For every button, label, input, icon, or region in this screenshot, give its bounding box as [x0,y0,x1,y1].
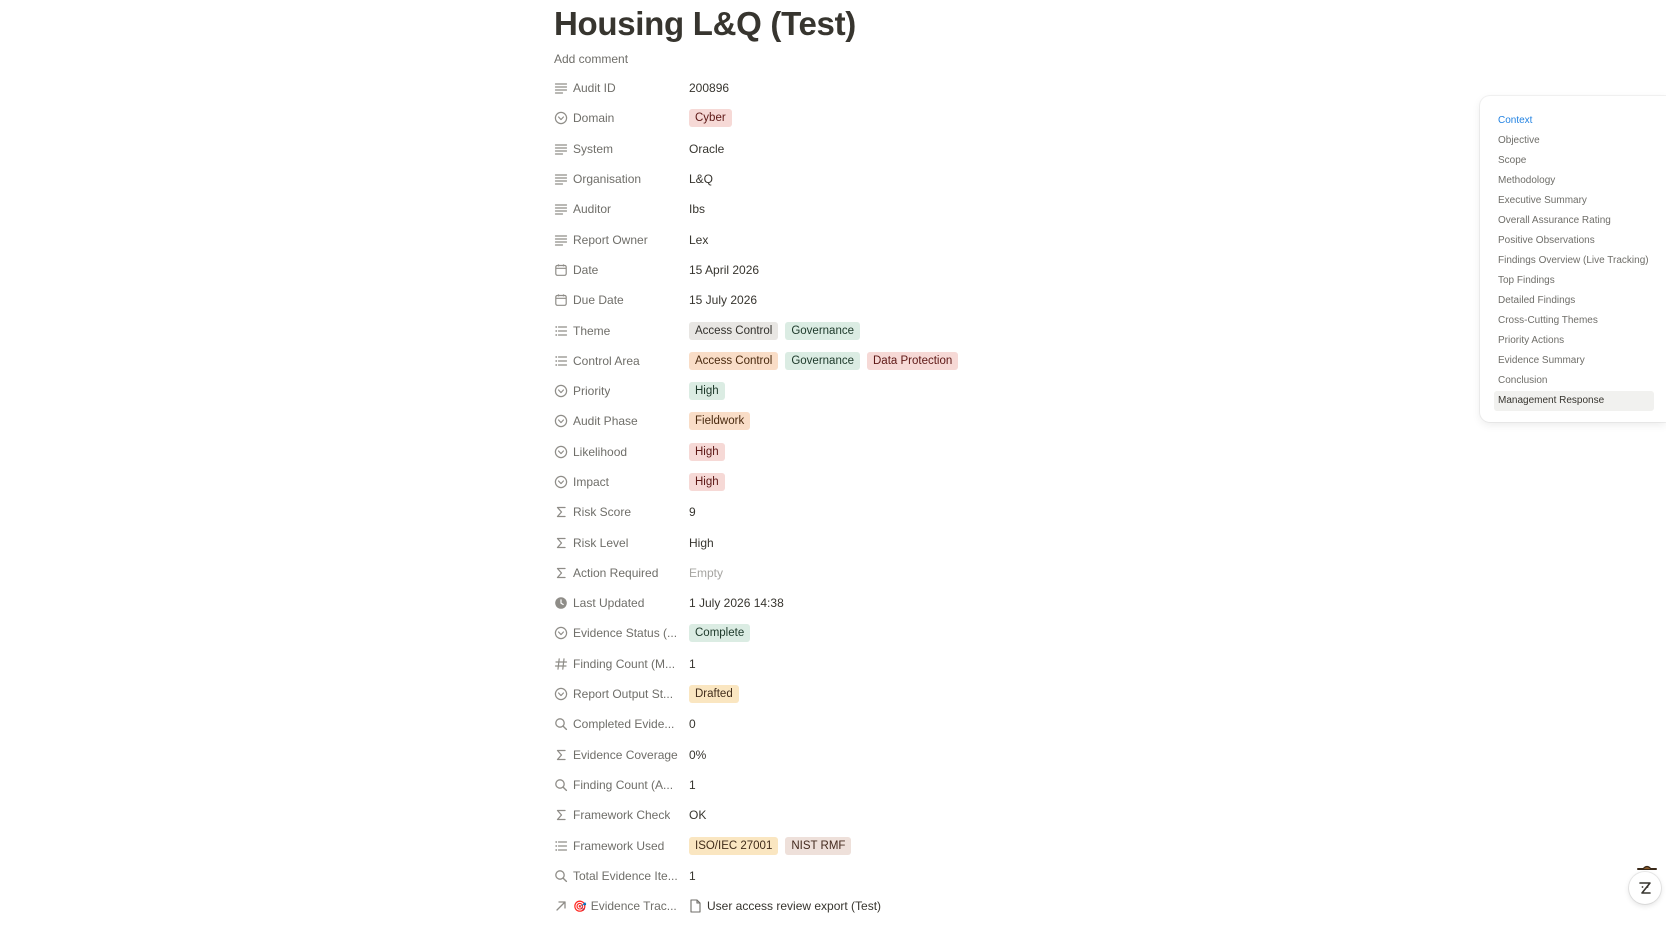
notion-ai-button[interactable] [1629,872,1661,904]
property-label: Impact [573,475,610,489]
tag: Governance [785,352,860,370]
property-name[interactable] [554,202,689,216]
page-doc-icon [689,899,702,913]
property-value-text: 200896 [689,81,730,96]
property-value-text: 0 [689,717,696,732]
sigma-icon [554,808,568,822]
toc-item[interactable]: Executive Summary [1498,195,1587,206]
property-name[interactable] [554,626,689,640]
property-name[interactable] [554,778,689,792]
sigma-icon [554,536,568,550]
property-label: Framework Check [573,808,671,823]
property-value[interactable] [689,259,1314,281]
property-row [554,103,1314,133]
property-row [554,800,1314,830]
property-value[interactable] [689,532,1314,554]
property-value[interactable] [689,350,1314,372]
property-label: Due Date [573,293,624,308]
property-value-text: High [689,535,714,550]
property-label: Completed Evide... [573,717,675,732]
tag: Access Control [689,322,778,340]
property-label: Last Updated [573,596,645,611]
toc-list [1480,96,1666,411]
property-name[interactable] [554,748,689,762]
table-of-contents [1480,96,1666,422]
property-value-text: 1 [689,656,696,671]
property-name[interactable] [554,869,689,883]
tag: Governance [785,322,860,340]
property-row [554,255,1314,285]
tag: Fieldwork [689,412,750,430]
select-icon [554,445,568,459]
property-row [554,224,1314,254]
relation-item[interactable] [689,899,881,913]
property-name[interactable] [554,657,689,671]
property-label: Report Owner [573,232,648,247]
property-value-text: Oracle [689,141,725,156]
property-value[interactable] [689,713,1314,735]
property-row [554,346,1314,376]
property-row [554,437,1314,467]
sigma-icon [554,748,568,762]
tag: High [689,443,725,461]
select-icon [554,414,568,428]
property-value-text: 15 July 2026 [689,293,758,308]
property-row [554,770,1314,800]
property-label: Risk Level [573,535,629,550]
text-lines-icon [554,142,568,156]
toc-item[interactable]: Cross-Cutting Themes [1498,315,1598,326]
property-value-text: Ibs [689,202,706,217]
property-name[interactable] [554,505,689,519]
property-label: Framework Used [573,838,665,853]
hash-icon [554,657,568,671]
property-row [554,194,1314,224]
tag: Complete [689,624,750,642]
toc-item[interactable]: Objective [1498,135,1540,146]
property-value-text: OK [689,808,707,823]
property-name[interactable] [554,324,689,338]
clock-icon [554,596,568,610]
property-row [554,315,1314,345]
property-label: Date [573,262,599,277]
property-row [554,376,1314,406]
property-row [554,406,1314,436]
property-label: Auditor [573,202,612,217]
property-label: Finding Count (A... [573,777,674,792]
property-label: Audit Phase [573,414,638,429]
property-label: Risk Score [573,505,632,520]
tag: Drafted [689,685,739,703]
property-value[interactable] [689,77,1314,99]
property-value[interactable] [689,653,1314,675]
property-name[interactable] [554,81,689,95]
multi-select-icon [554,354,568,368]
property-value[interactable] [689,471,1314,493]
property-name[interactable] [554,172,689,186]
toc-item[interactable]: Conclusion [1498,375,1548,386]
toc-item[interactable]: Top Findings [1498,275,1555,286]
property-row [554,679,1314,709]
property-value-text: Empty [689,565,724,580]
property-label: Finding Count (M... [573,656,676,671]
calendar-icon [554,293,568,307]
tag: Data Protection [867,352,958,370]
property-row [554,649,1314,679]
property-row [554,709,1314,739]
property-name[interactable] [554,354,689,368]
magnifier-icon [554,778,568,792]
property-value[interactable] [689,592,1314,614]
property-label: Priority [573,384,611,399]
text-lines-icon [554,172,568,186]
tag: Access Control [689,352,778,370]
page-title[interactable]: Housing L&Q (Test) [554,5,856,42]
property-name[interactable] [554,384,689,398]
toc-item[interactable]: Management Response [1494,391,1654,411]
property-name[interactable] [554,445,689,459]
toc-item[interactable]: Methodology [1498,175,1556,186]
select-icon [554,687,568,701]
tag: NIST RMF [785,837,851,855]
property-value[interactable] [689,683,1314,705]
property-label: Report Output St... [573,687,674,702]
property-value-text: 15 April 2026 [689,262,760,277]
property-row [554,588,1314,618]
property-value[interactable] [689,107,1314,129]
toc-item[interactable]: Scope [1498,155,1527,166]
property-value[interactable] [689,410,1314,432]
property-value-text: 1 July 2026 14:38 [689,596,784,611]
tag: ISO/IEC 27001 [689,837,778,855]
property-row [554,558,1314,588]
property-row [554,497,1314,527]
property-name[interactable] [554,717,689,731]
property-label: Audit ID [573,81,616,96]
select-icon [554,384,568,398]
property-value[interactable] [689,198,1314,220]
property-label: Evidence Trac... [590,899,677,914]
toc-item[interactable]: Priority Actions [1498,335,1565,346]
toc-item[interactable]: Findings Overview (Live Tracking) [1498,255,1649,266]
property-row [554,73,1314,103]
properties-list [554,73,1314,921]
property-value-text: L&Q [689,172,714,187]
property-label: Domain [573,111,615,126]
property-value[interactable] [689,320,1314,342]
property-label: Total Evidence Ite... [573,868,678,883]
select-icon [554,111,568,125]
property-name[interactable] [554,263,689,277]
property-row [554,740,1314,770]
text-lines-icon [554,81,568,95]
sigma-icon [554,566,568,580]
toc-item[interactable]: Context [1498,115,1533,126]
property-name[interactable] [554,899,689,913]
calendar-icon [554,263,568,277]
property-value-text: 1 [689,777,696,792]
magnifier-icon [554,717,568,731]
property-name[interactable] [554,687,689,701]
text-lines-icon [554,233,568,247]
property-value-text: 9 [689,505,696,520]
multi-select-icon [554,324,568,338]
property-row [554,164,1314,194]
multi-select-icon [554,839,568,853]
select-icon [554,475,568,489]
property-label: System [573,141,614,156]
property-value-text: 1 [689,868,696,883]
toc-item[interactable]: Overall Assurance Rating [1498,215,1611,226]
property-name[interactable] [554,414,689,428]
property-value[interactable] [689,229,1314,251]
property-value[interactable] [689,774,1314,796]
arrow-up-right-icon [554,899,568,913]
property-label: Evidence Coverage [573,747,678,762]
property-value[interactable] [689,804,1314,826]
property-value[interactable] [689,835,1314,857]
property-row [554,134,1314,164]
property-name[interactable] [554,566,689,580]
magnifier-icon [554,869,568,883]
target-emoji-icon: 🎯 [573,900,587,913]
property-row [554,467,1314,497]
property-value[interactable] [689,441,1314,463]
tag: Cyber [689,109,732,127]
property-value[interactable] [689,744,1314,766]
property-value[interactable] [689,289,1314,311]
property-value[interactable] [689,895,1314,917]
tag: High [689,473,725,491]
property-label: Control Area [573,353,640,368]
property-name[interactable] [554,475,689,489]
property-value-text: Lex [689,232,709,247]
property-row [554,830,1314,860]
select-icon [554,626,568,640]
text-lines-icon [554,202,568,216]
property-name[interactable] [554,233,689,247]
property-row [554,618,1314,648]
notion-ai-face-icon [1636,879,1654,897]
sigma-icon [554,505,568,519]
property-value-text: 0% [689,747,707,762]
property-value[interactable] [689,168,1314,190]
property-value[interactable] [689,622,1314,644]
toc-item[interactable]: Positive Observations [1498,235,1595,246]
property-value[interactable] [689,138,1314,160]
property-value[interactable] [689,865,1314,887]
add-comment-button[interactable]: Add comment [554,52,629,66]
property-name[interactable] [554,596,689,610]
property-row [554,527,1314,557]
tag: High [689,382,725,400]
property-label: Likelihood [573,444,628,459]
toc-item[interactable]: Evidence Summary [1498,355,1585,366]
property-name[interactable] [554,142,689,156]
property-label: Theme [573,323,611,338]
property-name[interactable] [554,839,689,853]
property-value[interactable] [689,562,1314,584]
property-row [554,861,1314,891]
property-label: Organisation [573,172,642,187]
property-row [554,891,1314,921]
property-name[interactable] [554,111,689,125]
property-value[interactable] [689,501,1314,523]
property-value[interactable] [689,380,1314,402]
relation-title: User access review export (Test) [707,899,882,914]
property-label: Evidence Status (... [573,626,678,641]
property-name[interactable] [554,293,689,307]
page-content [554,0,1314,921]
property-name[interactable] [554,808,689,822]
toc-item[interactable]: Detailed Findings [1498,295,1576,306]
property-name[interactable] [554,536,689,550]
property-label: Action Required [573,565,659,580]
property-row [554,285,1314,315]
